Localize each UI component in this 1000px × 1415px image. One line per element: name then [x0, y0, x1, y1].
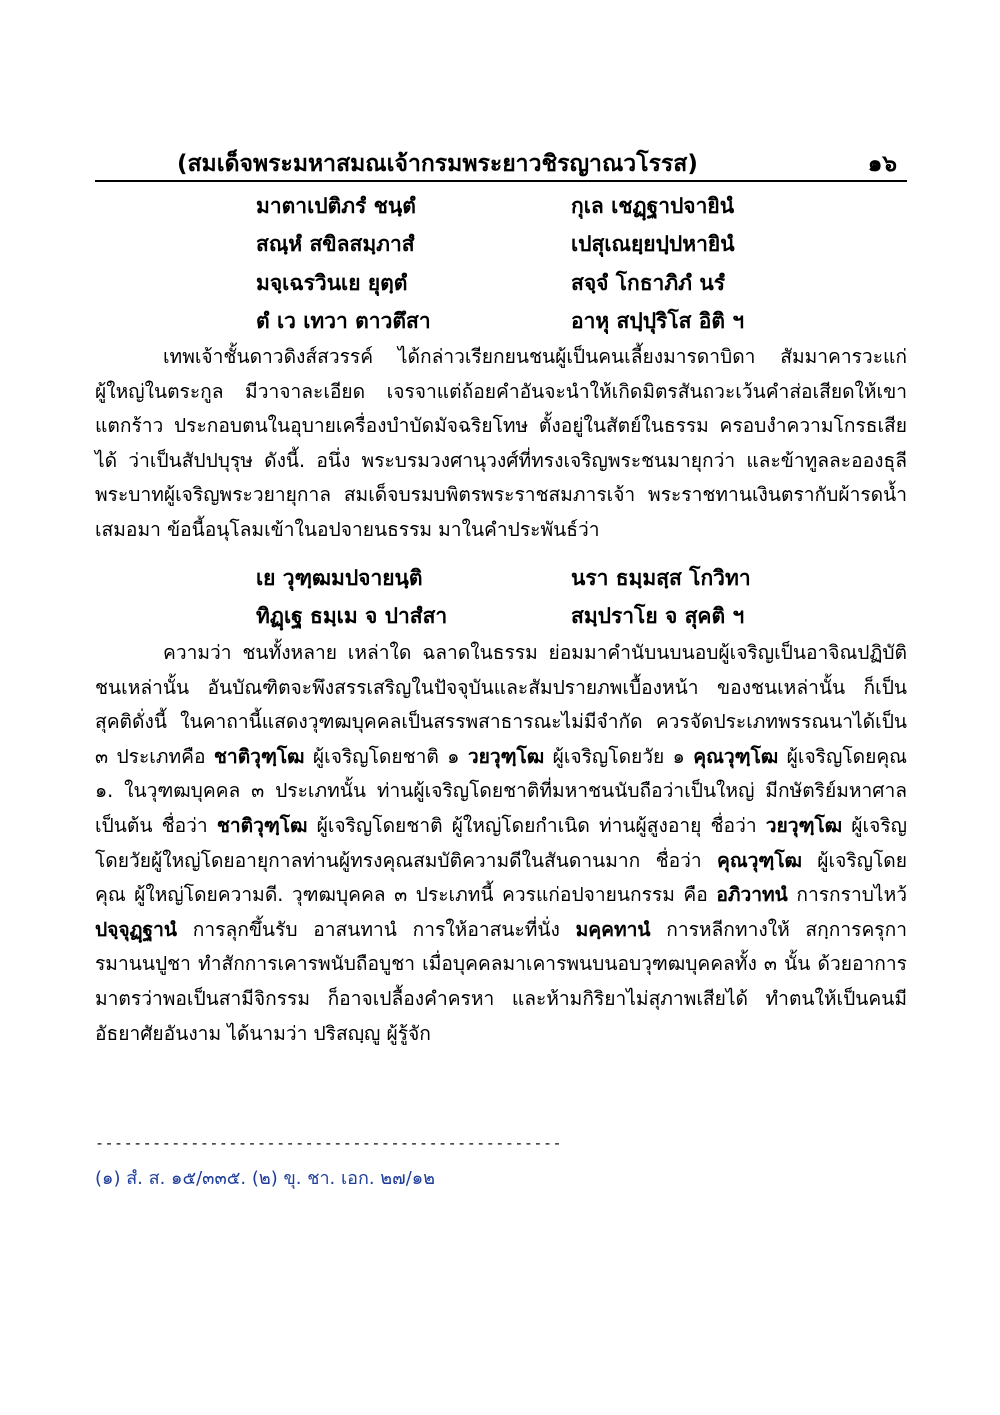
footnote: (๑) สํ. ส. ๑๕/๓๓๕. (๒) ขุ. ชา. เอก. ๒๗/๑๒	[95, 1168, 436, 1189]
term-bold: อภิวาทนํ	[716, 883, 788, 907]
paragraph-text: การลุกขึ้นรับ อาสนทานํ การให้อาสนะที่นั่ง	[177, 917, 576, 941]
term-bold: วยวุฑฺโฒ	[467, 744, 545, 768]
verse-right: เปสุเณยฺยปฺปหายินํ	[571, 232, 735, 256]
verse-line	[256, 562, 816, 600]
page-header	[95, 144, 907, 182]
verse-line	[256, 228, 816, 266]
verse-left: มจฺเฉรวินเย ยุตฺตํ	[256, 271, 408, 295]
verse-line	[256, 600, 816, 638]
paragraph-text: ผู้เจริญโดยชาติ ๑	[304, 744, 468, 768]
term-bold: ปจฺจุฏฺฐานํ	[95, 917, 178, 941]
verse-left: มาตาเปติภรํ ชนฺตํ	[256, 194, 416, 218]
page-number: ๑๖	[867, 151, 897, 177]
verse-left: ทิฏฺเฐ ธมฺเม จ ปาสํสา	[256, 604, 448, 628]
verse-line	[256, 305, 816, 343]
paragraph-text: การหลีกทางให้ สกฺการครุการมานนปูชา ทำสักการเคารพนับถือบูชา เมื่อบุคคลมาเคารพนบนอบวุฑฒบุคคลทั้ง ๓ นั้น ด้วยอาการมาตรว่าพอเป็นสามีจิกรรม ก็อาจเปลื้องคำครหา และห้ามกิริยาไม่สุภาพเสียได้ ทำตนให้เป็นคนมีอัธยาศัยอันงาม ได้นามว่า ปริสญฺญู ผู้รู้จัก	[95, 917, 907, 1045]
term-bold: ชาติวุฑฺโฒ	[213, 744, 305, 768]
term-bold: ชาติวุฑฺโฒ	[216, 813, 308, 837]
paragraph-text: ผู้เจริญโดยชาติ ผู้ใหญ่โดยกำเนิด ท่านผู้สูงอายุ ชื่อว่า	[307, 813, 766, 837]
paragraph-text: ผู้เจริญโดยคุณ ๑. ในวุฑฒบุคคล ๓ ประเภทนั้น ท่านผู้เจริญโดยชาติที่มหาชนนับถือว่าเป็นใหญ่ มีกษัตริย์มหาศาลเป็นต้น ชื่อว่า	[95, 744, 907, 837]
header-title: (สมเด็จพระมหาสมณเจ้ากรมพระยาวชิรญาณวโรรส)	[177, 151, 698, 177]
verse-right: กุเล เชฏฺฐาปจายินํ	[571, 194, 735, 218]
paragraph-text: เทพเจ้าชั้นดาวดิงส์สวรรค์ ได้กล่าวเรียกยนชนผู้เป็นคนเลี้ยงมารดาบิดา สัมมาคารวะแก่ผู้ใหญ่ในตระกูล มีวาจาละเอียด เจรจาแต่ถ้อยคำอันจะนำให้เกิดมิตรสันถวะเว้นคำส่อเสียดให้เขาแตกร้าว ประกอบตนในอุบายเครื่องบำบัดมัจฉริยโทษ ตั้งอยู่ในสัตย์ในธรรม ครอบงำความโกรธเสียได้ ว่าเป็นสัปปบุรุษ ดังนี้. อนึ่ง พระบรมวงศานุวงศ์ที่ทรงเจริญพระชนมายุกว่า และข้าทูลละอองธุลีพระบาทผู้เจริญพระวยายุกาล สมเด็จบรมบพิตรพระราชสมภารเจ้า พระราชทานเงินตรากับผ้ารดน้ำเสมอมา ข้อนี้อนุโลมเข้าในอปจายนธรรม มาในคำประพันธ์ว่า	[95, 345, 907, 541]
term-bold: คุณวุฑฺโฒ	[693, 744, 779, 768]
verse-right: อาหุ สปฺปุริโส อิติ ฯ	[571, 309, 745, 333]
verse-left: สณฺหํ สขิลสมฺภาสํ	[256, 232, 415, 256]
verse-right: สจฺจํ โกธาภิภํ นรํ	[571, 271, 725, 295]
paragraph-text: ผู้เจริญโดยวัย ๑	[544, 744, 694, 768]
verse-left: ตํ เว เทวา ตาวตึสา	[256, 309, 431, 333]
verse-left: เย วุฑฺฒมปจายนฺติ	[256, 566, 423, 590]
paragraph-text: ผู้เจริญโดยคุณ ผู้ใหญ่โดยความดี. วุฑฒบุคคล ๓ ประเภทนี้ ควรแก่อปจายนกรรม คือ	[95, 848, 907, 907]
paragraph-1	[95, 340, 907, 548]
verse-right: สมฺปราโย จ สุคติ ฯ	[571, 604, 745, 628]
paragraph-text: ความว่า ชนทั้งหลาย เหล่าใด ฉลาดในธรรม ย่อมมาคำนับนบนอบผู้เจริญเป็นอาจิณปฏิบัติ ชนเหล่านั้น อันบัณฑิตจะพึงสรรเสริญในปัจจุบันและสัมปรายภพเบื้องหน้า ของชนเหล่านั้น ก็เป็นสุคติดั่งนี้ ในคาถานี้แสดงวุฑฒบุคคลเป็นสรรพสาธารณะไม่มีจำกัด ควรจัดประเภทพรรณนาได้เป็น ๓ ประเภทคือ	[95, 641, 907, 768]
verse-line	[256, 267, 816, 305]
paragraph-2	[95, 636, 907, 1051]
term-bold: มคฺคทานํ	[575, 917, 651, 941]
term-bold: คุณวุฑฺโฒ	[716, 848, 802, 872]
footnote-separator: -------------------------------------------------	[95, 1134, 563, 1152]
paragraph-text: การกราบไหว้	[787, 883, 907, 907]
paragraph-text: ผู้เจริญโดยวัยผู้ใหญ่โดยอายุกาลท่านผู้ทรงคุณสมบัติความดีในสันดานมาก ชื่อว่า	[95, 813, 907, 872]
verse-line	[256, 190, 816, 228]
term-bold: วยวุฑฺโฒ	[765, 813, 843, 837]
verse-right: นรา ธมฺมสฺส โกวิทา	[571, 566, 751, 590]
